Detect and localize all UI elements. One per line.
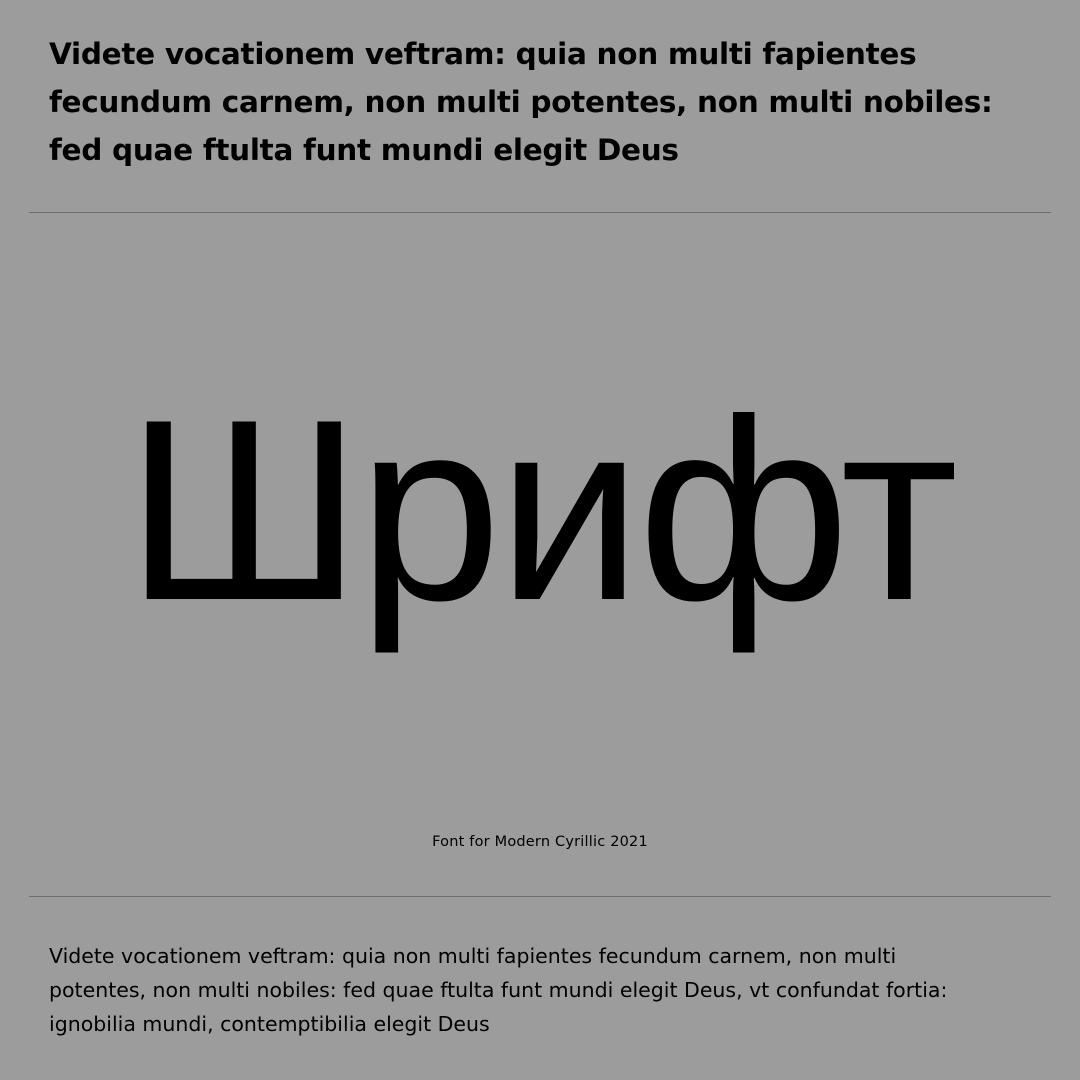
- caption-text: Font for Modern Cyrillic 2021: [432, 834, 648, 850]
- specimen-word: Шрифт: [125, 365, 955, 654]
- top-divider: [29, 212, 1051, 213]
- bottom-divider: [29, 896, 1051, 897]
- headline-text: Videte vocationem veftram: quia non multi fapientes fecundum carnem, non multi potentes, non multi nobiles: fed quae ftulta funt mundi elegit Deus: [49, 37, 993, 167]
- body-paragraph: Videte vocationem veftram: quia non multi fapientes fecundum carnem, non multi potentes, non multi nobiles: fed quae ftulta funt mundi elegit Deus, vt confundat fortia: ignobilia mundi, contemptibilia elegit Deus: [49, 944, 948, 1036]
